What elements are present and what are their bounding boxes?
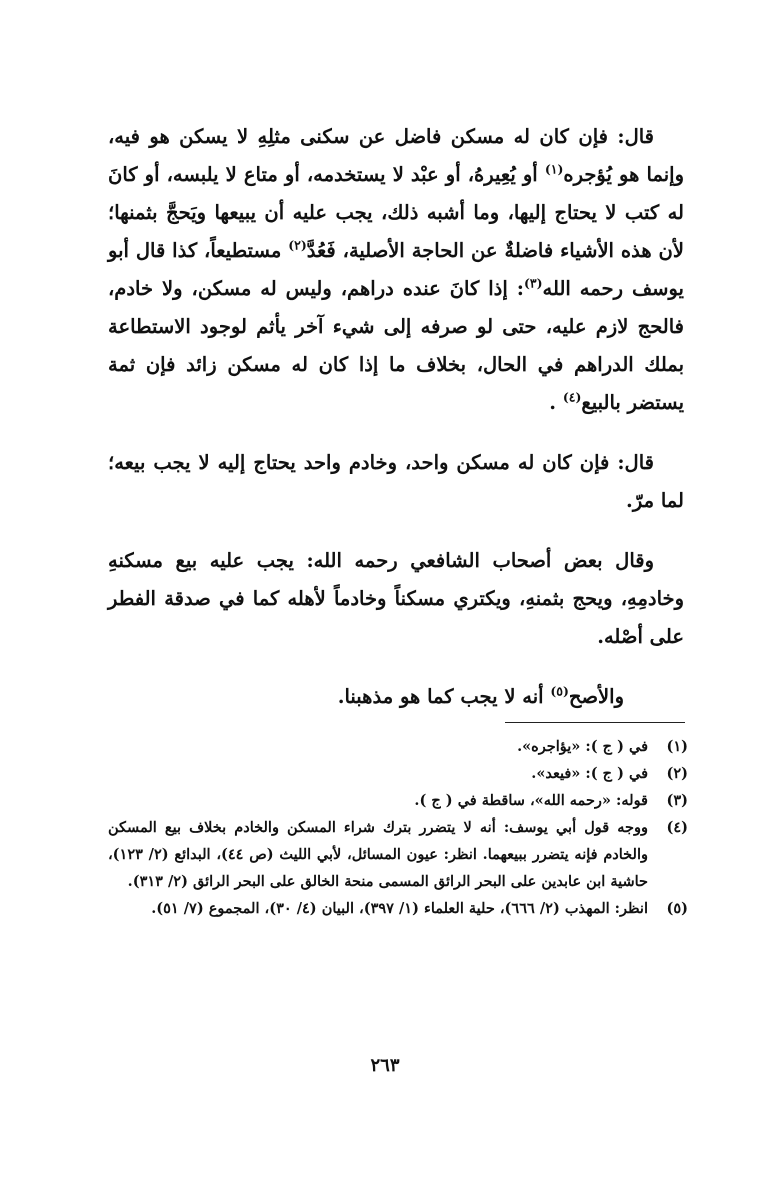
footnote-text: ووجه قول أبي يوسف: أنه لا يتضرر بترك شراء المسكن والخادم بخلاف بيع المسكن والخادم فإنه يتضرر ببيعهما. انظر: عيون المسائل، لأبي الليث (ص ٤٤)، البدائع (٢/ ١٢٣)، حاشية ابن عابدين على البحر الرائق المسمى منحة الخالق على البحر الرائق (٢/ ٣١٣). <box>108 819 648 890</box>
main-text <box>108 118 684 716</box>
text-run: قال: فإن كان له مسكن فاضل عن سكنى مثلِهِ لا يسكن هو فيه، وإنما هو يُؤجره <box>108 125 684 186</box>
footnote-ref-4: (٤) <box>562 389 582 405</box>
paragraph-1 <box>108 118 684 422</box>
paragraph-3: وقال بعض أصحاب الشافعي رحمه الله: يجب عليه بيع مسكنهِ وخادمِهِ، ويحج بثمنهِ، ويكتري مسكناً وخادماً لأهله كما في صدقة الفطر على أصْله. <box>108 549 684 648</box>
text-run: والأصح <box>568 685 624 708</box>
footnote-ref-5: (٥) <box>550 683 569 699</box>
footnotes <box>108 733 688 922</box>
footnote-divider <box>505 722 685 723</box>
paragraph-2: قال: فإن كان له مسكن واحد، وخادم واحد يحتاج إليه لا يجب بيعه؛ لما مرّ. <box>108 451 684 512</box>
text-run: أنه لا يجب كما هو مذهبنا. <box>337 685 551 708</box>
text-run: . <box>549 391 563 414</box>
footnote-text: انظر: المهذب (٢/ ٦٦٦)، حلية العلماء (١/ ٣٩٧)، البيان (٤/ ٣٠)، المجموع (٧/ ٥١). <box>151 900 648 917</box>
text-run: أو يُعِيرهُ، أو عبْد لا يستخدمه، أو متاع لا يلبسه، أو كانَ له كتب لا يحتاج إليها، وما أشبه ذلك، يجب عليه أن يبيعها ويَحجَّ بثمنها؛ لأن هذه الأشياء فاضلةٌ عن الحاجة الأصلية، فَعُدَّ <box>108 163 684 262</box>
footnote-ref-3: (٣) <box>523 275 543 291</box>
footnote-number: (٣) <box>666 792 688 809</box>
footnote-5 <box>108 895 688 922</box>
footnote-text: قوله: «رحمه الله»، ساقطة في ( ج ). <box>414 792 648 809</box>
footnote-ref-2: (٢) <box>288 237 307 253</box>
footnote-ref-1: (١) <box>544 161 564 177</box>
text-run: مستطيعاً، كذا قال أبو يوسف رحمه الله <box>108 239 684 300</box>
footnote-text: في ( ج ): «فيعد». <box>531 765 648 782</box>
footnote-4 <box>108 814 688 895</box>
page-number: ٢٦٣ <box>370 1055 400 1076</box>
paragraph-4 <box>108 678 684 716</box>
text-run: : إذا كانَ عنده دراهم، وليس له مسكن، ولا خادم، فالحج لازم عليه، حتى لو صرفه إلى شيء آخر يأثم لوجود الاستطاعة بملك الدراهم في الحال، بخلاف ما إذا كان له مسكن زائد فإن ثمة يستضر بالبيع <box>108 277 684 414</box>
footnote-text: في ( ج ): «يؤاجره». <box>517 738 648 755</box>
footnote-number: (٥) <box>666 900 688 917</box>
footnote-2 <box>108 760 688 787</box>
footnote-number: (٤) <box>666 819 688 836</box>
footnote-number: (١) <box>666 738 688 755</box>
footnote-number: (٢) <box>666 765 688 782</box>
footnote-1 <box>108 733 688 760</box>
footnote-3 <box>108 787 688 814</box>
